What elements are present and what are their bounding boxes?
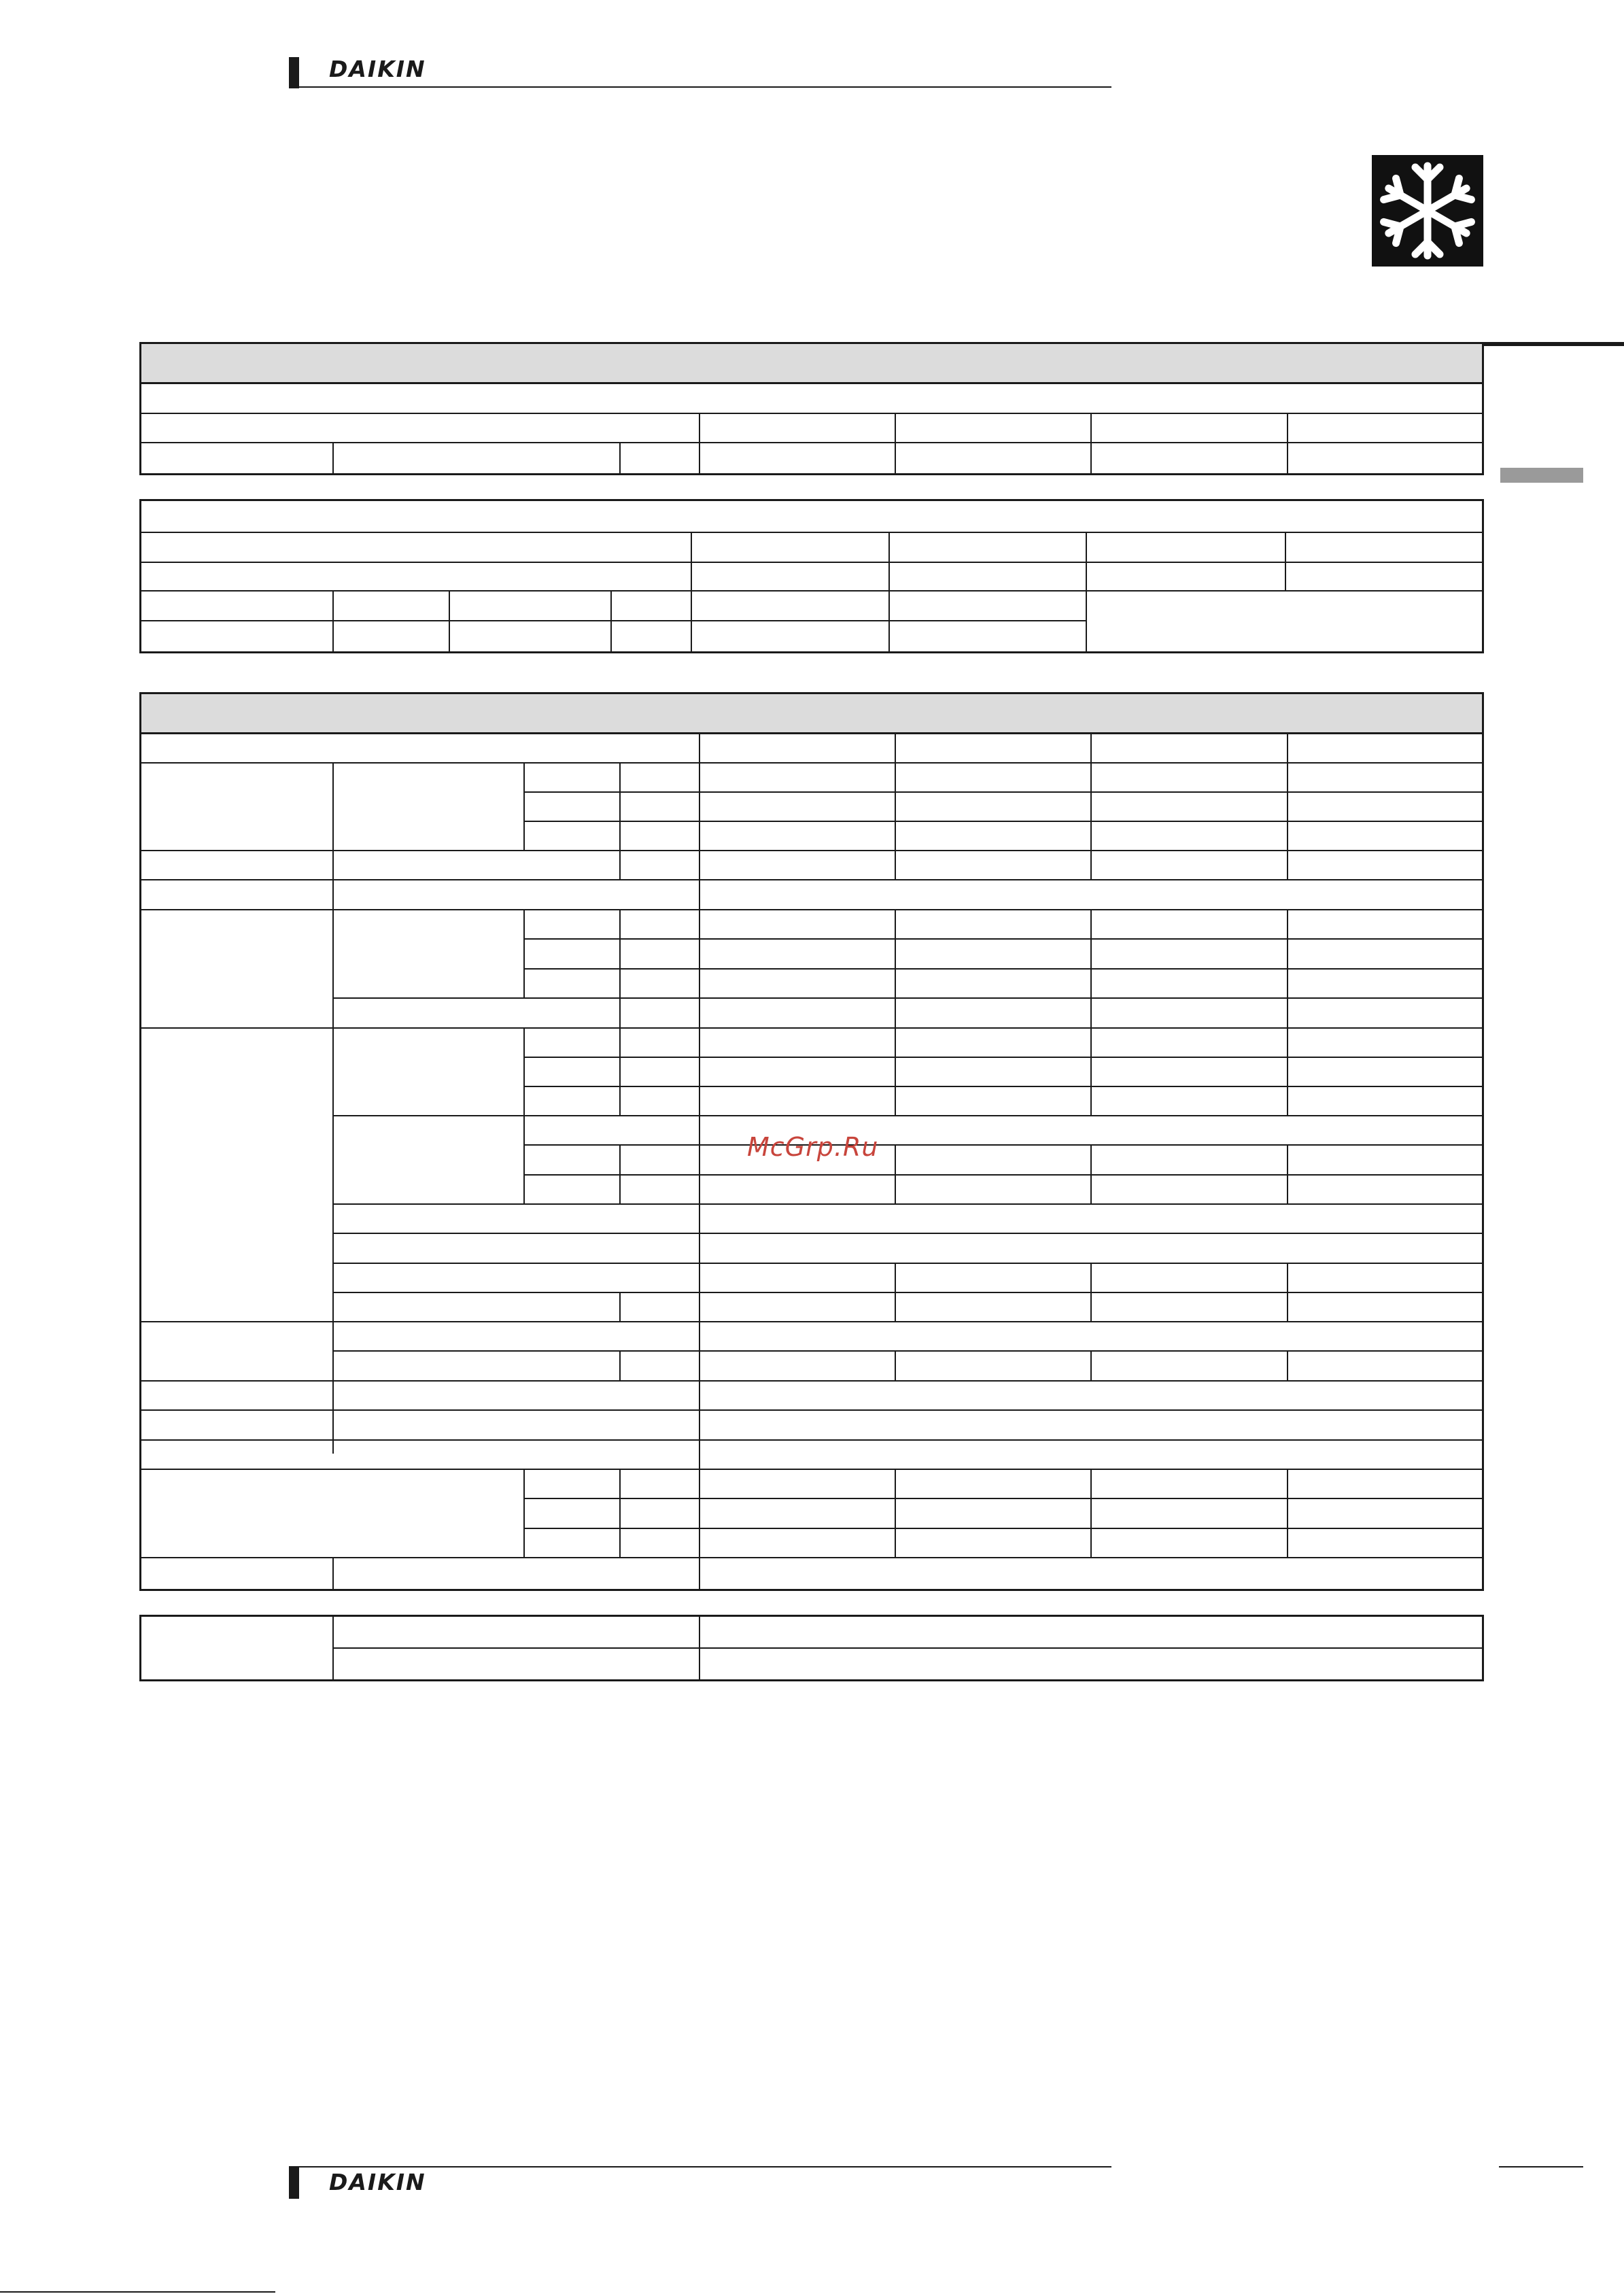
table-2-col-line (1285, 532, 1286, 590)
table-3-subrow-line (332, 1233, 1484, 1234)
table-3-subrow-line (523, 791, 1484, 793)
footer-brand-mark (289, 2168, 299, 2199)
table-2-border (139, 499, 1484, 653)
table-3-col-line (1287, 1469, 1288, 1557)
table-3-col-line (1090, 1263, 1092, 1321)
table-1-row-line (139, 442, 1484, 443)
table-2-row-line (139, 590, 1484, 592)
table-4-col-line (699, 1615, 700, 1681)
table-3-row-line (139, 1380, 1484, 1382)
table-3-col-line (1090, 909, 1092, 1115)
table-3-col-line (895, 1469, 896, 1557)
table-3-subrow-line (523, 1498, 1484, 1499)
table-3-col-line (1090, 1469, 1092, 1557)
table-3-col-line (895, 1263, 896, 1321)
table-3-col-line (619, 1027, 621, 1115)
table-3-col-line (1287, 1350, 1288, 1380)
table-2-col-line (888, 532, 890, 653)
table-3-subrow-line (523, 1086, 1484, 1087)
table-3-row-line (139, 909, 1484, 910)
table-1-col-line (895, 413, 896, 475)
table-2-row-line (139, 562, 1484, 563)
table-3-col-line (1287, 909, 1288, 1115)
table-3-row-line (139, 1321, 1484, 1322)
page-bottom-rule (0, 2291, 275, 2293)
table-2-col-line (691, 532, 692, 653)
table-3-col-line (523, 909, 525, 997)
table-3-row-line (139, 1557, 1484, 1558)
table-3-subrow-line (332, 1263, 1484, 1264)
table-3-subrow-line (332, 1350, 1484, 1352)
table-3-row-line (139, 879, 1484, 880)
table-3-subrow-line (523, 1528, 1484, 1529)
header-brand-mark (289, 57, 299, 88)
table-3-col-line (1090, 732, 1092, 879)
table-2-col-line (449, 590, 450, 653)
table-2-col-line (332, 590, 334, 653)
table-3-col-line (1090, 1350, 1092, 1380)
table-3-col-line (523, 762, 525, 850)
table-3-subrow-line (523, 1144, 1484, 1146)
table-3-subrow-line (523, 1057, 1484, 1058)
table-3-col-line (895, 1350, 896, 1380)
table-3-col-line (332, 762, 334, 1454)
table-3-header (141, 694, 1482, 734)
table-3-col-line (619, 909, 621, 1027)
footer-rule (289, 2166, 1111, 2168)
table-3-row-line (139, 1027, 1484, 1029)
table-1-header (141, 344, 1482, 384)
table-1-col-line (619, 442, 621, 475)
table-1-col-line (332, 442, 334, 475)
table-2-col-line (1086, 532, 1087, 653)
table-2-row-line (139, 532, 1484, 533)
table-3-row-line (139, 1409, 1484, 1411)
table-3-row-line (139, 850, 1484, 851)
table-4-col-line (332, 1615, 334, 1681)
footer-brand-logo: DAIKIN (329, 2169, 426, 2195)
table-3-col-line (1287, 1263, 1288, 1321)
table-1-col-line (1090, 413, 1092, 475)
table-3-subrow-line (332, 997, 1484, 999)
snowflake-icon (1372, 155, 1483, 267)
table-3-subrow-line (523, 1174, 1484, 1176)
table-3-col-line (895, 732, 896, 879)
table-3-col-line (619, 762, 621, 879)
table-1-row-line (139, 413, 1484, 414)
watermark-text: McGrp.Ru (747, 1132, 879, 1162)
section-side-tab (1500, 468, 1583, 483)
table-3-row-line (139, 1469, 1484, 1470)
table-3-subrow-line (332, 1292, 1484, 1293)
table-3-subrow-line (332, 1203, 1484, 1205)
table-1-col-line (699, 413, 700, 475)
table-4-row-line (332, 1647, 1484, 1649)
table-3-col-line (332, 1557, 334, 1591)
table-3-subrow-line (332, 1115, 1484, 1116)
table-2-col-line (610, 590, 612, 653)
table-3-col-line (699, 732, 700, 1591)
table-3-row-line (139, 1439, 1484, 1441)
table-3-col-line (895, 1144, 896, 1203)
table-3-row-line (139, 762, 1484, 764)
table-3-col-line (523, 1469, 525, 1557)
table-3-col-line (619, 1292, 621, 1321)
table-3-col-line (619, 1469, 621, 1557)
table-3-col-line (619, 1144, 621, 1203)
footer-page-rule (1499, 2166, 1583, 2168)
table-3-col-line (619, 1350, 621, 1380)
table-3-col-line (1287, 732, 1288, 879)
table-3-col-line (1090, 1144, 1092, 1203)
table-3-subrow-line (523, 938, 1484, 940)
header-brand-logo: DAIKIN (329, 56, 426, 82)
table-3-col-line (895, 909, 896, 1115)
table-1-col-line (1287, 413, 1288, 475)
table-2-row-line (139, 620, 1086, 621)
header-rule (289, 86, 1111, 88)
table-3-subrow-line (523, 821, 1484, 822)
table-3-subrow-line (523, 968, 1484, 970)
table-3-col-line (1287, 1144, 1288, 1203)
table-3-col-line (523, 1027, 525, 1203)
